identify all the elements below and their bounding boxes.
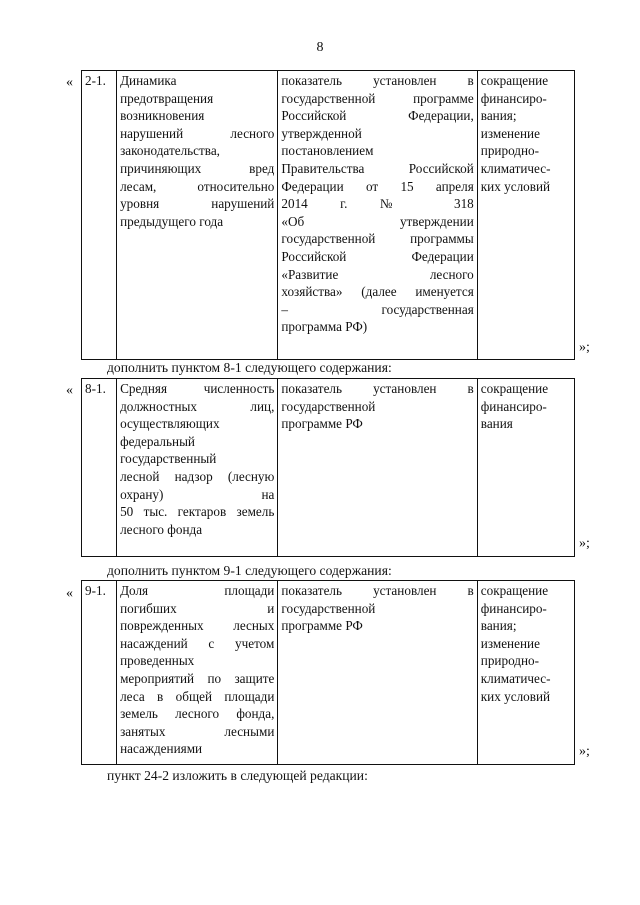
name-line: уровня нарушений [120,196,275,212]
basis-line: «Об утверждении [281,213,474,229]
name-line: Динамика [120,73,177,88]
name-line: 50 тыс. гектаров земель [120,504,275,520]
reason-line: вания [480,416,513,432]
name-line: лесного фонда [120,521,203,537]
name-line: леса в общей площади [120,688,275,704]
name-line: предыдущего года [120,213,224,229]
indicator-table [81,580,575,765]
reason-line: ких условий [480,688,551,704]
indicator-table [81,378,575,557]
change-reason-cell [477,71,574,360]
basis-line: программе РФ [281,618,363,634]
reason-line: изменение [480,635,540,651]
name-line: насаждениями [120,741,203,757]
basis-line: программе РФ [281,416,363,432]
name-line: насаждений с учетом [120,635,275,651]
name-line: осуществляющих [120,416,220,432]
opening-quote: « [66,75,73,90]
basis-line: государственной [281,398,376,414]
reason-line: сокращение [480,583,549,598]
reason-line: изменение [480,125,540,141]
name-line: проведенных [120,653,195,669]
reason-line: сокращение [480,73,549,88]
reason-line: ких условий [480,178,551,194]
name-line: поврежденных лесных [120,618,275,634]
name-line: лесам, относительно [120,178,275,194]
table-row [82,71,575,360]
basis-line: утвержденной [281,125,362,141]
change-reason-cell [477,379,574,557]
name-line: федеральный [120,433,195,449]
page-number: 8 [316,40,324,55]
basis-line: программа РФ) [281,319,368,335]
indicator-name-cell [117,71,278,360]
basis-line: постановлением [281,143,374,159]
basis-line: Российской Федерации, [281,108,474,124]
name-line: Доля площади [120,583,275,598]
name-line: законодательства, [120,143,220,159]
indicator-basis-cell [278,379,477,557]
indicator-basis-cell [278,71,477,360]
reason-line: финансиро- [480,90,547,106]
change-reason-cell [477,581,574,765]
name-line: охрану) на [120,486,275,502]
basis-line: государственной программе [281,90,474,106]
reason-line: сокращение [480,381,549,396]
amendment-note: дополнить пунктом 9-1 следующего содержания: [107,563,392,578]
name-line: государственный [120,451,217,467]
table-row [82,379,575,557]
row-number: 9-1. [82,581,117,765]
row-number: 2-1. [82,71,117,360]
reason-line: вания; [480,618,517,634]
reason-line: природно- [480,653,540,669]
basis-line: «Развитие лесного [281,266,474,282]
name-line: нарушений лесного [120,125,275,141]
opening-quote: « [66,383,73,398]
basis-line: Российской Федерации [281,248,474,264]
basis-line: государственной программы [281,231,474,247]
name-line: земель лесного фонда, [120,706,275,722]
reason-line: природно- [480,143,540,159]
basis-line: Правительства Российской [281,160,474,176]
basis-line: – государственная [281,301,474,317]
reason-line: вания; [480,108,517,124]
indicator-name-cell [117,379,278,557]
closing-quote: »; [579,340,590,355]
name-line: возникновения [120,108,205,124]
reason-line: финансиро- [480,398,547,414]
indicator-name-cell [117,581,278,765]
name-line: погибших и [120,600,275,616]
row-number: 8-1. [82,379,117,557]
reason-line: финансиро- [480,600,547,616]
closing-quote: »; [579,536,590,551]
name-line: лесной надзор (лесную [120,468,275,484]
basis-line: 2014 г. № 318 [281,196,474,212]
name-line: Средняя численность [120,381,275,396]
name-line: должностных лиц, [120,398,275,414]
basis-line: Федерации от 15 апреля [281,178,474,194]
reason-line: климатичес- [480,670,551,686]
basis-line: хозяйства» (далее именуется [281,284,474,300]
basis-line: показатель установлен в [281,73,474,88]
indicator-table [81,70,575,360]
opening-quote: « [66,586,73,601]
amendment-note: пункт 24-2 изложить в следующей редакции: [107,768,368,783]
reason-line: климатичес- [480,160,551,176]
closing-quote: »; [579,744,590,759]
name-line: причиняющих вред [120,160,275,176]
name-line: занятых лесными [120,723,275,739]
name-line: мероприятий по защите [120,670,275,686]
basis-line: показатель установлен в [281,583,474,598]
basis-line: показатель установлен в [281,381,474,396]
indicator-basis-cell [278,581,477,765]
amendment-note: дополнить пунктом 8-1 следующего содержания: [107,360,392,375]
table-row [82,581,575,765]
basis-line: государственной [281,600,376,616]
name-line: предотвращения [120,90,214,106]
